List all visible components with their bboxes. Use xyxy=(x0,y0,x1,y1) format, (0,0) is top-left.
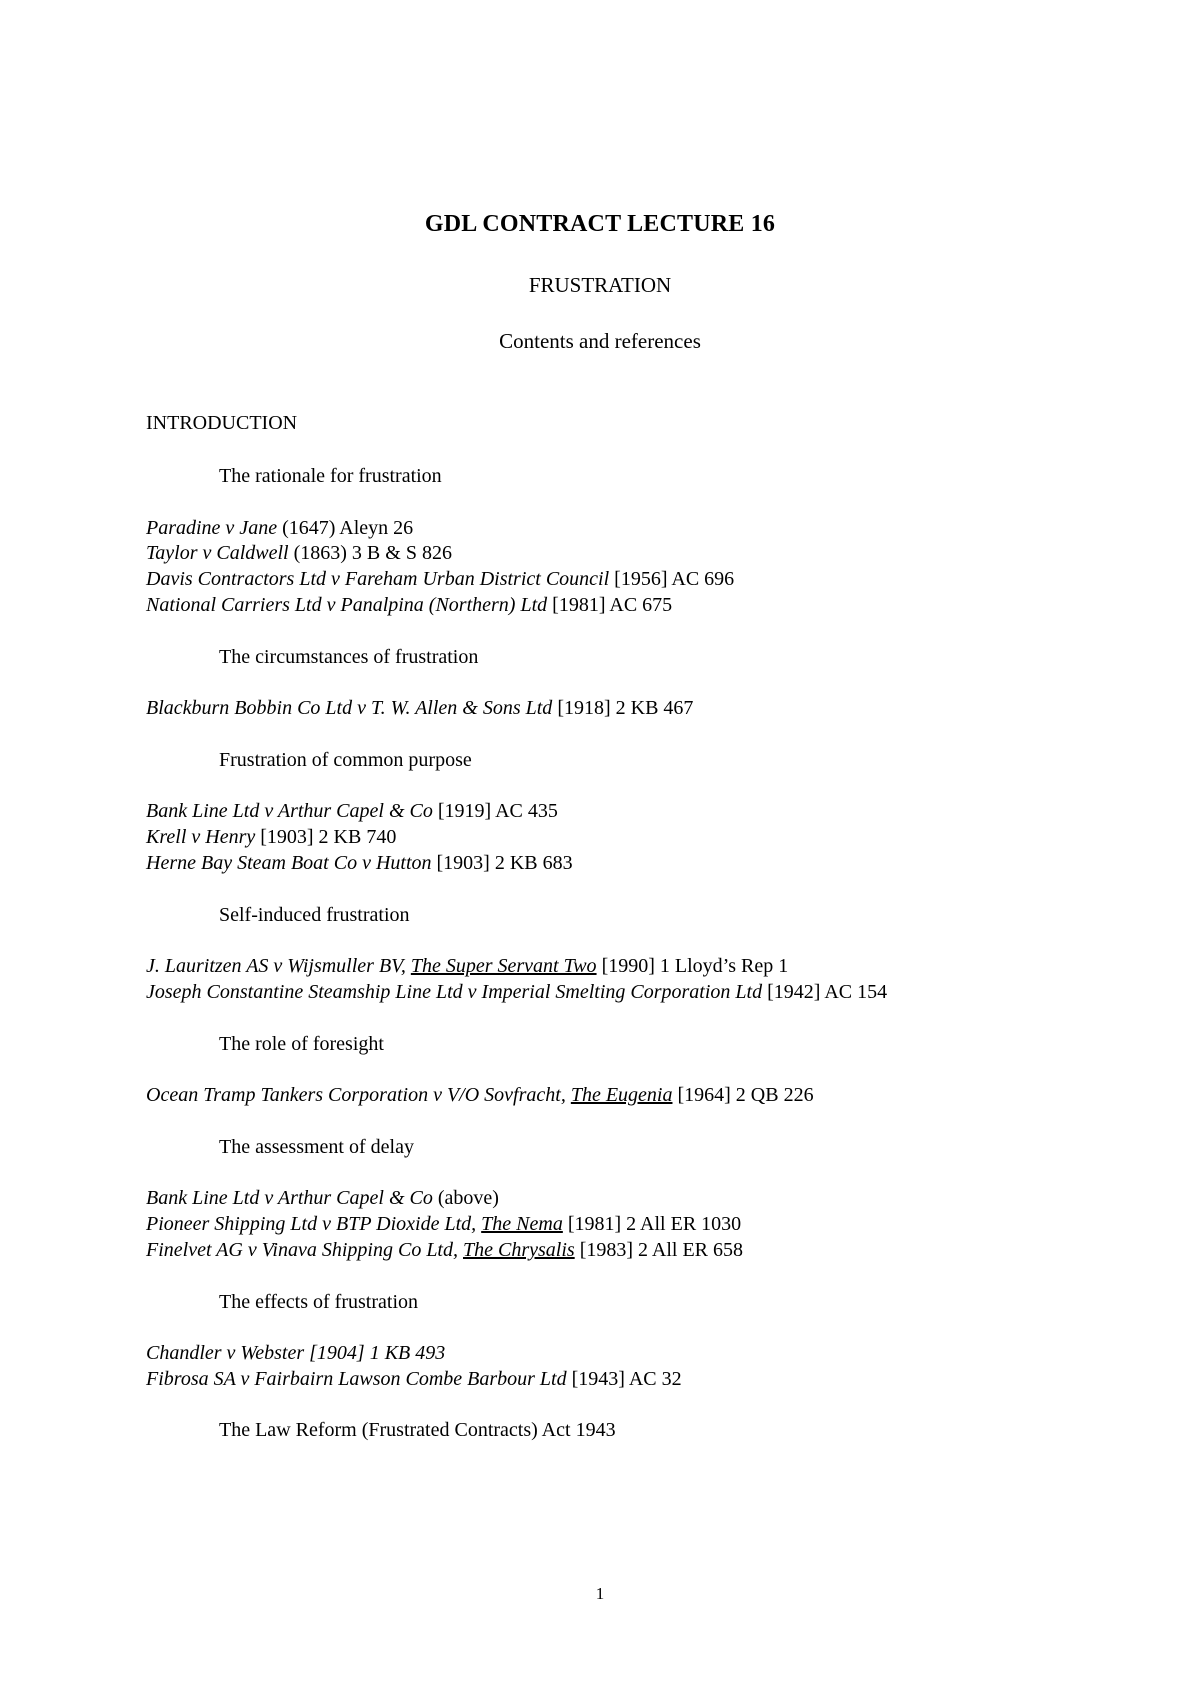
case-list xyxy=(146,799,1146,876)
case-reference xyxy=(146,1212,1146,1238)
case-citation: [1990] 1 Lloyd’s Rep 1 xyxy=(596,955,789,978)
document-subtitle-secondary: Contents and references xyxy=(499,329,701,353)
case-reference xyxy=(146,1367,1146,1393)
case-list xyxy=(146,1083,1146,1109)
document-title: GDL CONTRACT LECTURE 16 xyxy=(424,211,776,237)
case-citation: [1983] 2 All ER 658 xyxy=(574,1238,744,1261)
case-citation: [1903] 2 KB 683 xyxy=(431,851,573,874)
vessel-name: The Eugenia xyxy=(570,1084,673,1107)
case-reference xyxy=(146,954,1146,980)
case-citation: [1964] 2 QB 226 xyxy=(672,1084,814,1107)
case-list xyxy=(146,516,1146,619)
case-list xyxy=(146,954,1146,1006)
case-citation: [1981] AC 675 xyxy=(547,593,673,616)
case-name: Pioneer Shipping Ltd v BTP Dioxide Ltd, xyxy=(146,1213,482,1236)
case-reference xyxy=(146,799,1146,825)
case-list xyxy=(146,1341,1146,1393)
case-citation: [1943] AC 32 xyxy=(566,1367,682,1390)
case-citation: [1903] 2 KB 740 xyxy=(255,826,397,849)
case-list xyxy=(146,1186,1146,1263)
vessel-name: The Chrysalis xyxy=(463,1238,575,1261)
section-heading: INTRODUCTION xyxy=(146,412,298,434)
case-reference xyxy=(146,825,1146,851)
case-name: Bank Line Ltd v Arthur Capel & Co xyxy=(146,1187,433,1210)
topic-heading: The circumstances of frustration xyxy=(219,645,479,668)
case-reference xyxy=(146,541,1146,567)
case-reference xyxy=(146,1238,1146,1264)
case-name: Taylor v Caldwell xyxy=(146,542,289,565)
case-name: Blackburn Bobbin Co Ltd v T. W. Allen & Sons Ltd xyxy=(146,697,553,720)
case-reference xyxy=(146,980,1146,1006)
case-citation: [1981] 2 All ER 1030 xyxy=(562,1213,742,1236)
page-number: 1 xyxy=(595,1584,605,1603)
topic-heading: The role of foresight xyxy=(219,1032,384,1055)
vessel-name: The Super Servant Two xyxy=(410,955,597,978)
case-name: National Carriers Ltd v Panalpina (Northern) Ltd xyxy=(146,593,548,616)
case-name: Herne Bay Steam Boat Co v Hutton xyxy=(146,851,432,874)
case-citation: [1942] AC 154 xyxy=(762,980,888,1003)
case-citation: [1956] AC 696 xyxy=(609,568,735,591)
case-name: Paradine v Jane xyxy=(146,516,278,539)
case-name: J. Lauritzen AS v Wijsmuller BV, xyxy=(146,955,411,978)
case-citation: (above) xyxy=(432,1187,499,1210)
topic-heading: The rationale for frustration xyxy=(219,465,442,487)
document-subtitle: FRUSTRATION xyxy=(528,273,672,297)
topic-heading: Self-induced frustration xyxy=(219,903,410,926)
case-citation: (1863) 3 B & S 826 xyxy=(288,542,452,565)
case-reference xyxy=(146,1186,1146,1212)
case-reference xyxy=(146,851,1146,877)
case-list xyxy=(146,696,1146,722)
topic-heading: The assessment of delay xyxy=(219,1135,414,1158)
contents-list xyxy=(146,464,1146,1444)
vessel-name: The Nema xyxy=(481,1213,563,1236)
case-name: Krell v Henry xyxy=(146,826,256,849)
case-name: Bank Line Ltd v Arthur Capel & Co xyxy=(146,800,433,823)
case-reference xyxy=(146,1083,1146,1109)
case-reference xyxy=(146,567,1146,593)
case-name: Finelvet AG v Vinava Shipping Co Ltd, xyxy=(146,1238,463,1261)
case-citation: [1919] AC 435 xyxy=(432,800,558,823)
case-reference xyxy=(146,516,1146,542)
case-citation: [1918] 2 KB 467 xyxy=(552,697,694,720)
case-name: Joseph Constantine Steamship Line Ltd v Imperial Smelting Corporation Ltd xyxy=(146,980,763,1003)
case-name: Chandler v Webster [1904] 1 KB 493 xyxy=(146,1342,446,1365)
case-name: Ocean Tramp Tankers Corporation v V/O Sovfracht, xyxy=(146,1084,571,1107)
case-name: Davis Contractors Ltd v Fareham Urban District Council xyxy=(146,568,610,591)
case-citation: (1647) Aleyn 26 xyxy=(277,516,414,539)
topic-heading: The effects of frustration xyxy=(219,1290,418,1313)
case-name: Fibrosa SA v Fairbairn Lawson Combe Barbour Ltd xyxy=(146,1367,567,1390)
case-reference xyxy=(146,1341,1146,1367)
case-reference xyxy=(146,696,1146,722)
topic-heading: The Law Reform (Frustrated Contracts) Act 1943 xyxy=(219,1419,616,1442)
topic-heading: Frustration of common purpose xyxy=(219,748,472,771)
case-reference xyxy=(146,593,1146,619)
